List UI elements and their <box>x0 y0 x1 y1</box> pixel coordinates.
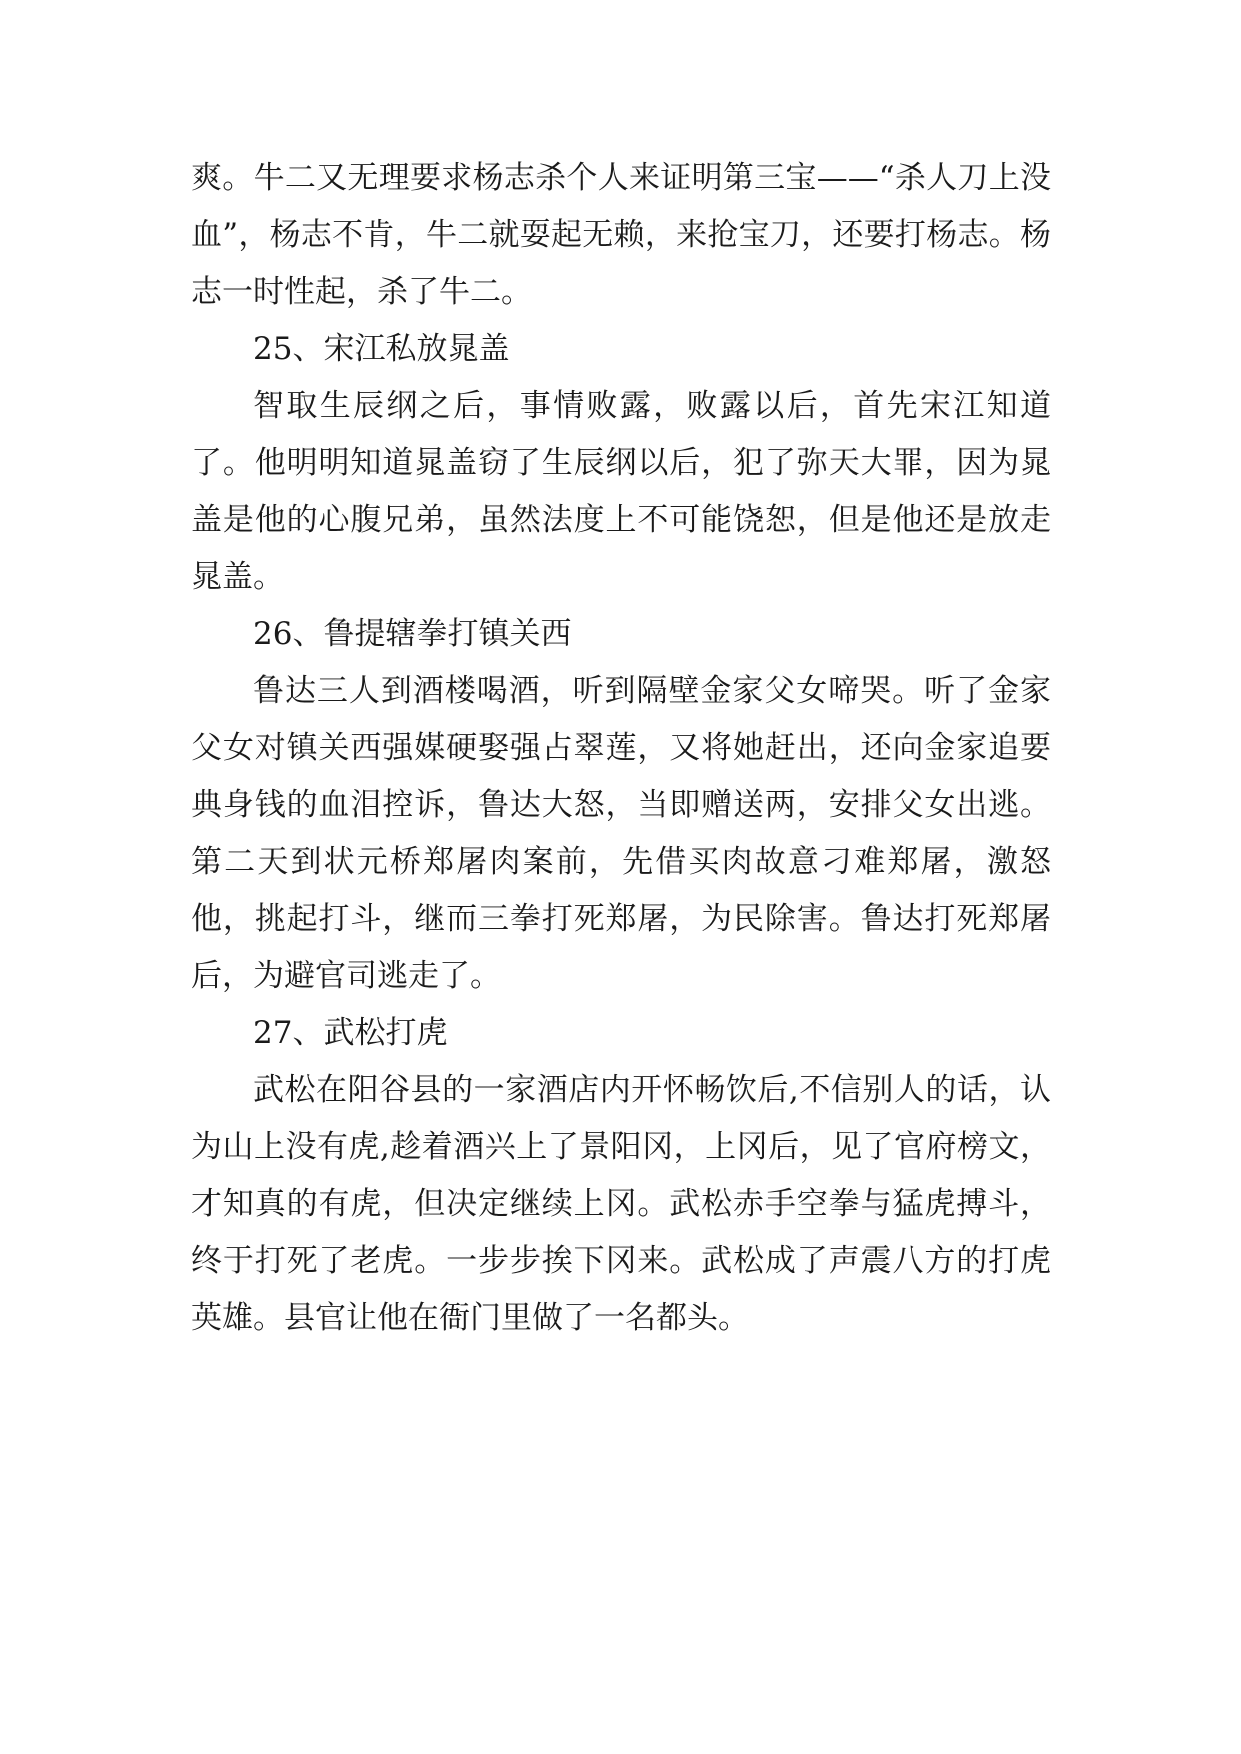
paragraph-lu-da: 鲁达三人到酒楼喝酒，听到隔壁金家父女啼哭。听了金家父女对镇关西强媒硬娶强占翠莲，又将她赶出，还向金家追要典身钱的血泪控诉，鲁达大怒，当即赠送两，安排父女出逃。第二天到状元桥郑屠肉案前，先借买肉故意刁难郑屠，激怒他，挑起打斗，继而三拳打死郑屠，为民除害。鲁达打死郑屠后，为避官司逃走了。 <box>191 673 1051 994</box>
paragraph-continued-yang-zhi: 爽。牛二又无理要求杨志杀个人来证明第三宝——“杀人刀上没血”，杨志不肯，牛二就耍起无赖，来抢宝刀，还要打杨志。杨志一时性起，杀了牛二。 <box>191 160 1051 310</box>
paragraph-song-jiang: 智取生辰纲之后，事情败露，败露以后，首先宋江知道了。他明明知道晁盖窃了生辰纲以后，犯了弥天大罪，因为晁盖是他的心腹兄弟，虽然法度上不可能饶恕，但是他还是放走晁盖。 <box>191 388 1051 595</box>
document-body <box>191 150 1051 1347</box>
paragraph-wu-song: 武松在阳谷县的一家酒店内开怀畅饮后,不信别人的话，认为山上没有虎,趁着酒兴上了景阳冈，上冈后，见了官府榜文，才知真的有虎，但决定继续上冈。武松赤手空拳与猛虎搏斗，终于打死了老虎。一步步挨下冈来。武松成了声震八方的打虎英雄。县官让他在衙门里做了一名都头。 <box>191 1072 1051 1336</box>
section-heading-27: 27、武松打虎 <box>253 1015 448 1051</box>
section-heading-25: 25、宋江私放晁盖 <box>253 331 510 367</box>
section-heading-26: 26、鲁提辖拳打镇关西 <box>253 616 572 652</box>
